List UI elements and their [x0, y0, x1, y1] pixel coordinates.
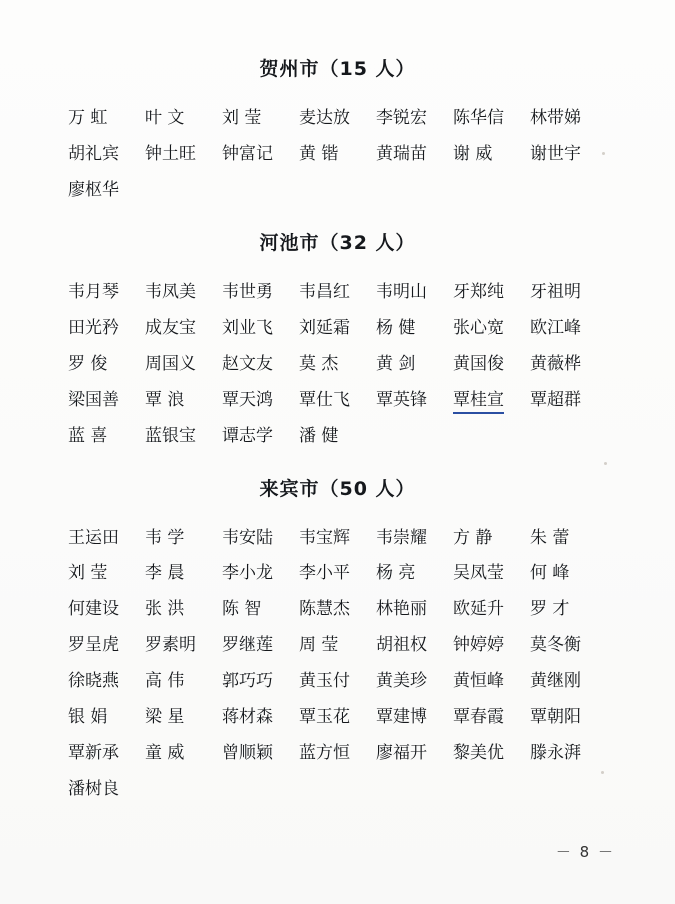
name-entry	[145, 706, 222, 729]
name-entry	[376, 353, 453, 376]
name-text: 刘 莹	[68, 563, 108, 584]
name-entry	[68, 107, 145, 130]
name-entry	[453, 598, 530, 621]
name-text: 滕永湃	[530, 743, 581, 764]
name-entry	[299, 353, 376, 376]
name-text: 林艳丽	[376, 599, 427, 620]
name-text: 李小龙	[222, 563, 273, 584]
name-entry	[145, 281, 222, 304]
name-text: 方 静	[453, 527, 493, 548]
name-text: 韦安陆	[222, 527, 273, 548]
name-text: 杨 健	[376, 317, 416, 338]
name-entry	[145, 562, 222, 585]
name-entry-highlighted	[453, 389, 530, 412]
name-entry	[453, 527, 530, 550]
name-text: 谢 威	[453, 143, 493, 164]
name-text: 黄 剑	[376, 353, 416, 374]
section-title: 来宾市（50 人）	[259, 477, 416, 500]
name-text: 罗素明	[145, 635, 196, 656]
name-text: 叶 文	[145, 108, 185, 128]
name-text: 黄瑞苗	[376, 143, 427, 164]
name-entry	[68, 353, 145, 376]
name-text: 麦达放	[299, 108, 350, 128]
name-entry	[145, 143, 222, 166]
name-text: 牙祖明	[530, 281, 581, 302]
name-entry	[453, 281, 530, 304]
name-entry	[299, 317, 376, 340]
name-entry	[453, 670, 530, 693]
name-grid	[60, 281, 615, 448]
section-title: 河池市（32 人）	[259, 231, 416, 254]
name-text: 罗继莲	[222, 635, 273, 656]
name-text: 刘 莹	[222, 108, 262, 128]
paper-speck	[602, 152, 605, 155]
name-entry	[145, 598, 222, 621]
name-text: 蓝 喜	[68, 425, 108, 446]
name-text: 郭巧巧	[222, 671, 273, 692]
name-entry	[222, 527, 299, 550]
name-text: 童 威	[145, 743, 185, 764]
name-text: 万 虹	[68, 108, 108, 128]
name-entry	[530, 143, 607, 166]
name-text: 黄恒峰	[453, 671, 504, 692]
name-text: 黄美珍	[376, 671, 427, 692]
name-text: 欧江峰	[530, 317, 581, 338]
name-text: 黄 锴	[299, 143, 339, 164]
name-section	[60, 474, 615, 802]
name-text: 蓝银宝	[145, 425, 196, 446]
name-entry	[299, 562, 376, 585]
name-entry	[145, 389, 222, 412]
name-entry	[299, 706, 376, 729]
name-text: 韦 学	[145, 527, 185, 548]
name-text: 朱 蕾	[530, 527, 570, 548]
name-entry	[530, 742, 607, 765]
name-entry	[68, 179, 145, 202]
name-text: 韦月琴	[68, 281, 119, 302]
name-entry	[530, 353, 607, 376]
name-text: 王运田	[68, 527, 119, 548]
name-entry	[145, 317, 222, 340]
name-text: 刘延霜	[299, 317, 350, 338]
name-entry	[376, 107, 453, 130]
name-text: 徐晓燕	[68, 671, 119, 692]
name-entry	[453, 317, 530, 340]
name-text: 钟婷婷	[453, 635, 504, 656]
name-text: 何 峰	[530, 563, 570, 584]
section-title: 贺州市（15 人）	[259, 58, 416, 80]
name-entry	[453, 634, 530, 657]
name-entry	[453, 706, 530, 729]
name-entry	[299, 742, 376, 765]
name-entry	[222, 281, 299, 304]
name-text: 钟土旺	[145, 143, 196, 164]
name-text: 黄国俊	[453, 353, 504, 374]
name-entry	[530, 527, 607, 550]
name-text: 钟富记	[222, 143, 273, 164]
name-section	[60, 54, 615, 202]
name-section	[60, 228, 615, 448]
name-entry	[376, 634, 453, 657]
name-entry	[530, 670, 607, 693]
name-entry	[68, 742, 145, 765]
name-text: 田光矜	[68, 317, 119, 338]
name-entry	[222, 742, 299, 765]
name-text: 韦世勇	[222, 281, 273, 302]
name-text: 陈慧杰	[299, 599, 350, 620]
name-entry	[68, 317, 145, 340]
name-text: 覃春霞	[453, 707, 504, 728]
name-text: 覃 浪	[145, 389, 185, 410]
name-entry	[68, 527, 145, 550]
name-text: 韦明山	[376, 281, 427, 302]
name-entry	[530, 598, 607, 621]
name-text: 蒋材森	[222, 707, 273, 728]
name-entry	[222, 389, 299, 412]
name-text: 赵文友	[222, 353, 273, 374]
name-entry	[68, 389, 145, 412]
name-entry	[453, 143, 530, 166]
name-entry	[222, 634, 299, 657]
name-entry	[145, 107, 222, 130]
name-text: 覃英锋	[376, 389, 427, 410]
name-text: 廖福开	[376, 743, 427, 764]
name-grid	[60, 527, 615, 802]
name-entry	[376, 527, 453, 550]
name-text: 谢世宇	[530, 143, 581, 164]
name-entry	[376, 317, 453, 340]
name-entry	[299, 107, 376, 130]
name-entry	[222, 143, 299, 166]
name-entry	[299, 281, 376, 304]
name-text: 曾顺颖	[222, 743, 273, 764]
name-entry	[530, 107, 607, 130]
name-entry	[68, 670, 145, 693]
name-text: 罗 俊	[68, 353, 108, 374]
name-text: 张心宽	[453, 317, 504, 338]
name-text: 覃建博	[376, 707, 427, 728]
name-text: 罗呈虎	[68, 635, 119, 656]
name-grid	[60, 107, 615, 202]
name-text: 高 伟	[145, 671, 185, 692]
name-entry	[376, 143, 453, 166]
name-entry	[299, 634, 376, 657]
name-entry	[145, 634, 222, 657]
name-entry	[376, 389, 453, 412]
name-text: 黄玉付	[299, 671, 350, 692]
name-entry	[222, 562, 299, 585]
name-text: 韦昌红	[299, 281, 350, 302]
name-text: 杨 亮	[376, 563, 416, 584]
name-text: 陈华信	[453, 108, 504, 128]
name-entry	[376, 742, 453, 765]
name-entry	[299, 670, 376, 693]
name-entry	[145, 527, 222, 550]
name-entry	[453, 353, 530, 376]
name-entry	[68, 143, 145, 166]
name-entry	[299, 143, 376, 166]
name-text: 成友宝	[145, 317, 196, 338]
sections-container	[60, 54, 615, 801]
name-text: 李小平	[299, 563, 350, 584]
name-entry	[145, 670, 222, 693]
name-entry	[530, 281, 607, 304]
name-entry	[145, 742, 222, 765]
name-text: 蓝方恒	[299, 743, 350, 764]
name-text: 廖枢华	[68, 179, 119, 200]
name-text: 牙郑纯	[453, 281, 504, 302]
name-entry	[222, 317, 299, 340]
name-text: 林带娣	[530, 108, 581, 128]
name-text: 莫冬衡	[530, 635, 581, 656]
name-entry	[68, 281, 145, 304]
name-text: 谭志学	[222, 425, 273, 446]
name-entry	[68, 598, 145, 621]
name-entry	[376, 670, 453, 693]
name-text: 覃超群	[530, 389, 581, 410]
name-entry	[530, 562, 607, 585]
name-entry	[453, 107, 530, 130]
name-text: 梁 星	[145, 707, 185, 728]
name-text: 覃朝阳	[530, 707, 581, 728]
paper-speck	[601, 771, 604, 774]
name-entry	[299, 425, 376, 448]
name-text: 覃桂宣	[453, 390, 504, 414]
name-entry	[68, 778, 145, 801]
name-entry	[222, 353, 299, 376]
name-text: 刘业飞	[222, 317, 273, 338]
name-entry	[222, 670, 299, 693]
name-text: 韦宝辉	[299, 527, 350, 548]
name-entry	[222, 598, 299, 621]
name-entry	[145, 353, 222, 376]
name-text: 胡祖权	[376, 635, 427, 656]
name-entry	[530, 389, 607, 412]
name-text: 罗 才	[530, 599, 570, 620]
name-text: 潘 健	[299, 425, 339, 446]
name-entry	[145, 425, 222, 448]
name-entry	[222, 107, 299, 130]
name-entry	[299, 598, 376, 621]
name-text: 李锐宏	[376, 108, 427, 128]
name-text: 覃玉花	[299, 707, 350, 728]
name-entry	[68, 706, 145, 729]
name-text: 张 洪	[145, 599, 185, 620]
name-text: 梁国善	[68, 389, 119, 410]
name-text: 韦崇耀	[376, 527, 427, 548]
name-entry	[530, 634, 607, 657]
name-entry	[376, 281, 453, 304]
paper-speck	[604, 462, 607, 465]
name-text: 何建设	[68, 599, 119, 620]
name-text: 黎美优	[453, 743, 504, 764]
page-number: － 8 －	[555, 843, 615, 861]
name-entry	[68, 562, 145, 585]
name-entry	[376, 706, 453, 729]
name-entry	[530, 706, 607, 729]
name-entry	[222, 706, 299, 729]
name-entry	[299, 389, 376, 412]
name-text: 覃新承	[68, 743, 119, 764]
name-entry	[222, 425, 299, 448]
name-text: 李 晨	[145, 563, 185, 584]
name-text: 覃天鸿	[222, 389, 273, 410]
name-text: 莫 杰	[299, 353, 339, 374]
name-entry	[453, 562, 530, 585]
name-text: 陈 智	[222, 599, 262, 620]
name-text: 黄继刚	[530, 671, 581, 692]
name-text: 覃仕飞	[299, 389, 350, 410]
name-text: 胡礼宾	[68, 143, 119, 164]
name-text: 黄薇桦	[530, 353, 581, 374]
name-text: 潘树良	[68, 779, 119, 800]
name-entry	[530, 317, 607, 340]
name-text: 周国义	[145, 353, 196, 374]
name-entry	[68, 425, 145, 448]
name-entry	[376, 562, 453, 585]
name-entry	[299, 527, 376, 550]
name-text: 银 娟	[68, 707, 108, 728]
name-text: 韦凤美	[145, 281, 196, 302]
name-entry	[68, 634, 145, 657]
name-text: 欧延升	[453, 599, 504, 620]
name-text: 周 莹	[299, 635, 339, 656]
name-entry	[453, 742, 530, 765]
name-text: 吴凤莹	[453, 563, 504, 584]
name-entry	[376, 598, 453, 621]
